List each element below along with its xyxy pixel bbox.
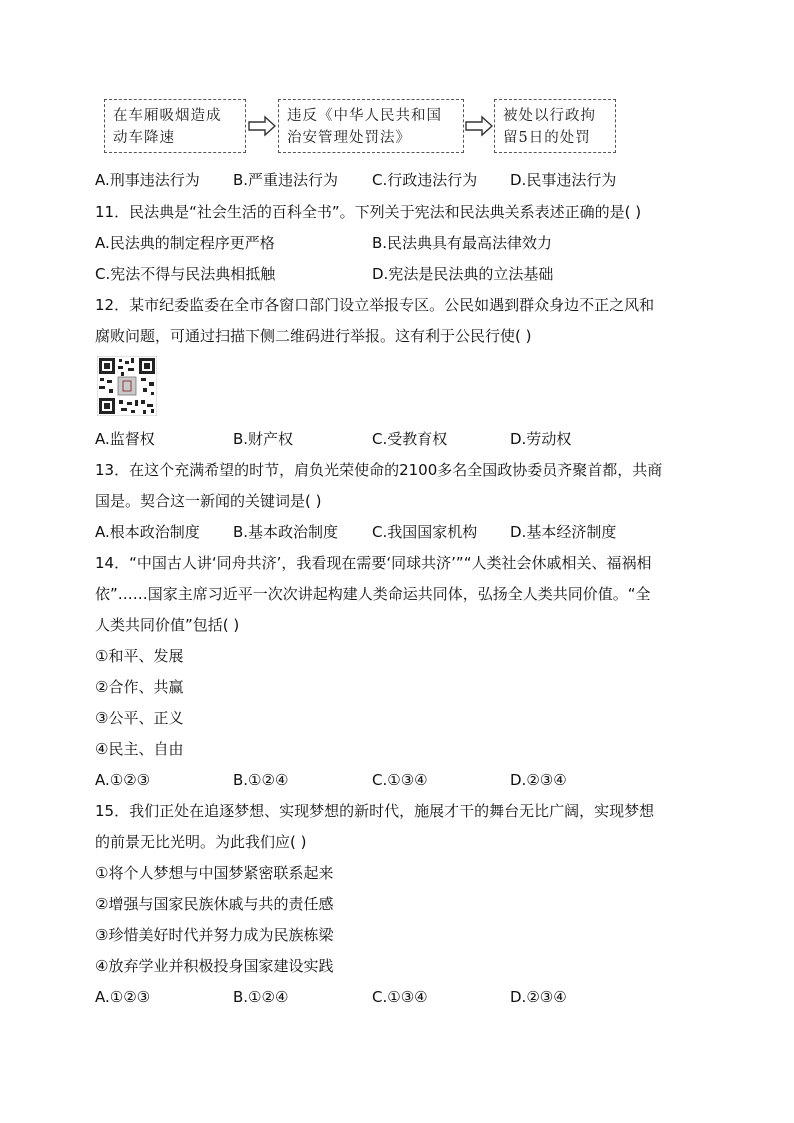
q14-stem-line-3: 人类共同价值”包括( ) <box>95 616 240 634</box>
q13-option-a[interactable]: A.根本政治制度 <box>95 523 200 541</box>
q12-option-a[interactable]: A.监督权 <box>95 430 155 448</box>
q14-option-a[interactable]: A.①②③ <box>95 771 151 789</box>
q14-option-b[interactable]: B.①②④ <box>233 771 289 789</box>
q10-option-b[interactable]: B.严重违法行为 <box>233 171 339 189</box>
q15-item-1: ①将个人梦想与中国梦紧密联系起来 <box>95 864 334 882</box>
q14-item-3: ③公平、正义 <box>95 709 184 727</box>
qr-code-icon <box>97 356 157 416</box>
q14-stem-line-1: 14．“中国古人讲‘同舟共济’，我看现在需要‘同球共济’”“人类社会休戚相关、福祸相 <box>95 554 652 572</box>
flow-diagram <box>104 99 624 155</box>
q14-item-1: ①和平、发展 <box>95 647 184 665</box>
q15-item-2: ②增强与国家民族休戚与共的责任感 <box>95 895 334 913</box>
flow-box-3-line-2: 留5日的处罚 <box>503 130 591 146</box>
flow-box-1-line-2: 动车降速 <box>113 130 175 146</box>
q11-stem: 11．民法典是“社会生活的百科全书”。下列关于宪法和民法典关系表述正确的是( ) <box>95 203 642 221</box>
q14-item-4: ④民主、自由 <box>95 740 184 758</box>
q10-option-c[interactable]: C.行政违法行为 <box>372 171 478 189</box>
q10-option-d[interactable]: D.民事违法行为 <box>510 171 617 189</box>
flow-box-1-line-1: 在车厢吸烟造成 <box>113 108 222 124</box>
q11-option-d[interactable]: D.宪法是民法典的立法基础 <box>372 265 554 283</box>
flow-box-2-line-1: 违反《中华人民共和国 <box>287 108 442 124</box>
q11-option-c[interactable]: C.宪法不得与民法典相抵触 <box>95 265 276 283</box>
flow-box-3 <box>494 99 616 153</box>
flow-box-3-line-1: 被处以行政拘 <box>503 108 596 124</box>
q15-item-3: ③珍惜美好时代并努力成为民族栋梁 <box>95 926 334 944</box>
q12-option-c[interactable]: C.受教育权 <box>372 430 448 448</box>
flow-box-2-line-2: 治安管理处罚法》 <box>287 130 411 146</box>
q13-stem-line-2: 国是。契合这一新闻的关键词是( ) <box>95 492 322 510</box>
arrow-right-icon <box>248 115 276 137</box>
q13-option-b[interactable]: B.基本政治制度 <box>233 523 339 541</box>
q11-option-b[interactable]: B.民法典具有最高法律效力 <box>372 234 553 252</box>
q13-stem-line-1: 13．在这个充满希望的时节，肩负光荣使命的2100多名全国政协委员齐聚首都，共商 <box>95 461 663 479</box>
q14-option-c[interactable]: C.①③④ <box>372 771 428 789</box>
q11-option-a[interactable]: A.民法典的制定程序更严格 <box>95 234 275 252</box>
q12-option-d[interactable]: D.劳动权 <box>510 430 572 448</box>
q12-stem-line-1: 12．某市纪委监委在全市各窗口部门设立举报专区。公民如遇到群众身边不正之风和 <box>95 296 655 314</box>
flow-box-2 <box>278 99 464 153</box>
q15-stem-line-1: 15．我们正处在追逐梦想、实现梦想的新时代，施展才干的舞台无比广阔，实现梦想 <box>95 802 655 820</box>
q15-stem-line-2: 的前景无比光明。为此我们应( ) <box>95 833 307 851</box>
q15-option-c[interactable]: C.①③④ <box>372 988 428 1006</box>
q13-option-d[interactable]: D.基本经济制度 <box>510 523 617 541</box>
q10-option-a[interactable]: A.刑事违法行为 <box>95 171 200 189</box>
q12-stem-line-2: 腐败问题，可通过扫描下侧二维码进行举报。这有利于公民行使( ) <box>95 327 532 345</box>
q14-stem-line-2: 依”……国家主席习近平一次次讲起构建人类命运共同体，弘扬全人类共同价值。“全 <box>95 585 651 603</box>
q14-option-d[interactable]: D.②③④ <box>510 771 567 789</box>
q14-item-2: ②合作、共赢 <box>95 678 184 696</box>
q15-option-b[interactable]: B.①②④ <box>233 988 289 1006</box>
arrow-right-icon <box>465 115 493 137</box>
q13-option-c[interactable]: C.我国国家机构 <box>372 523 478 541</box>
q15-item-4: ④放弃学业并积极投身国家建设实践 <box>95 957 334 975</box>
flow-box-1 <box>104 99 246 153</box>
q15-option-d[interactable]: D.②③④ <box>510 988 567 1006</box>
q12-option-b[interactable]: B.财产权 <box>233 430 294 448</box>
q15-option-a[interactable]: A.①②③ <box>95 988 151 1006</box>
